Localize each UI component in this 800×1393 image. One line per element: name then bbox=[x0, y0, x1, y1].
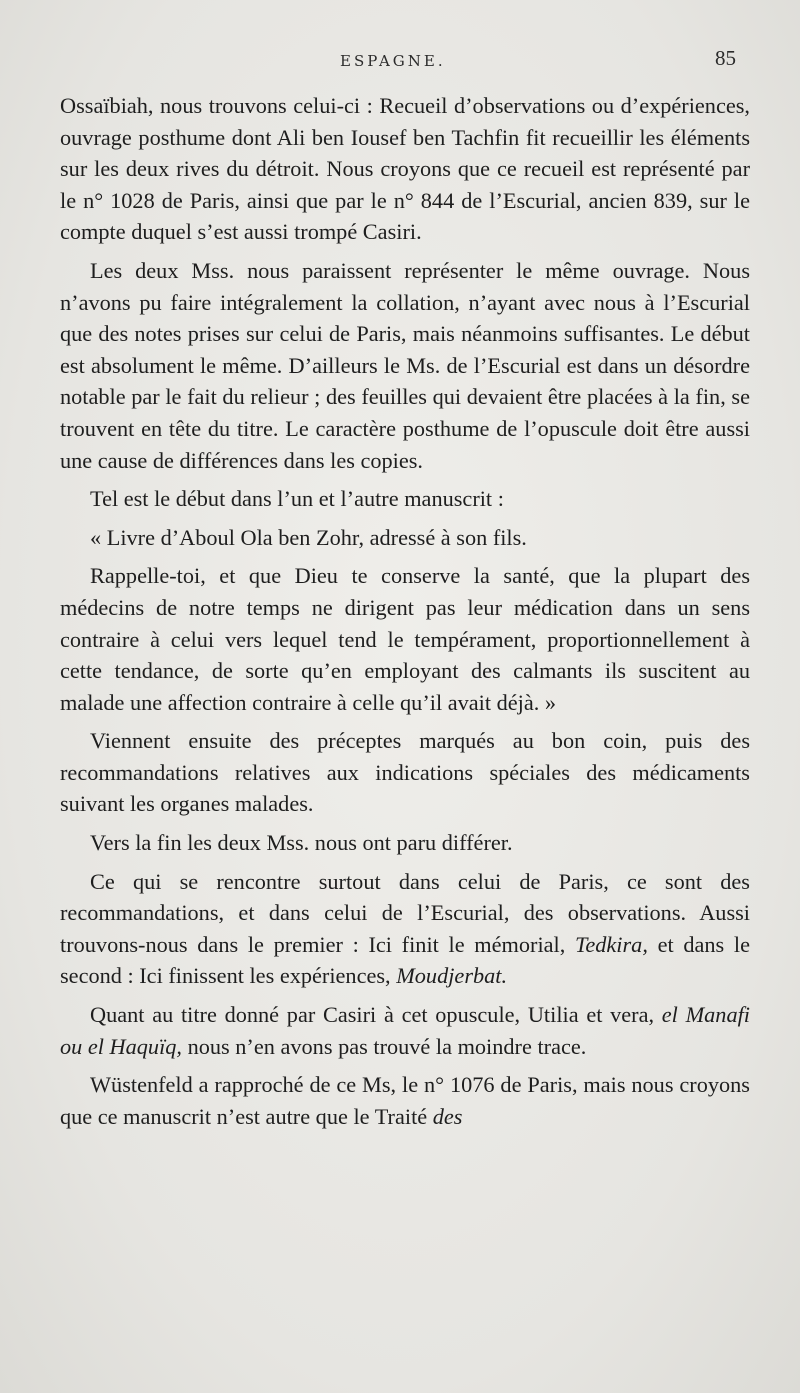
italic-title-tedkira: Tedkira, bbox=[575, 931, 648, 957]
paragraph bbox=[60, 866, 750, 992]
paragraph-text: Wüstenfeld a rapproché de ce Ms, le n° 1076 de Paris, mais nous croyons que ce manuscrit n’est autre que le Traité bbox=[60, 1072, 750, 1129]
body-text bbox=[60, 90, 750, 1139]
paragraph-text: Vers la fin les deux Mss. nous ont paru différer. bbox=[90, 830, 513, 856]
paragraph bbox=[60, 725, 750, 820]
paragraph bbox=[60, 255, 750, 476]
paragraph-text: et dans le second : Ici finissent les expériences, bbox=[60, 931, 750, 989]
paragraph-text: Les deux Mss. nous paraissent représenter le même ouvrage. Nous n’avons pu faire intégralement la collation, n’ayant avec nous à l’Escurial que des notes prises sur celui de Paris, mais néanmoins suffisantes. Le début est absolument le même. D’ailleurs le Ms. de l’Escurial est dans un désordre notable par le fait du relieur ; des feuilles qui devaient être placées à la fin, se trouvent en tête du titre. Le caractère posthume de l’opuscule doit être aussi une cause de différences dans les copies. bbox=[60, 257, 750, 473]
paragraph-text: nous n’en avons pas trouvé la moindre trace. bbox=[182, 1033, 587, 1059]
italic-title-manafi: el Manafi ou el Haquïq, bbox=[60, 1002, 750, 1059]
paragraph bbox=[60, 1069, 750, 1132]
italic-word: des bbox=[432, 1103, 463, 1129]
paragraph bbox=[60, 827, 750, 859]
page-number: 85 bbox=[715, 46, 736, 70]
paragraph bbox=[60, 483, 750, 515]
quote-opening bbox=[60, 522, 750, 554]
paragraph-text: Tel est le début dans l’un et l’autre manuscrit : bbox=[90, 486, 504, 512]
paragraph bbox=[60, 90, 750, 248]
paragraph-text: Viennent ensuite des préceptes marqués au bon coin, puis des recommandations relatives aux indications spéciales des médicaments suivant les organes malades. bbox=[60, 728, 750, 817]
paragraph-text: Quant au titre donné par Casiri à cet opuscule, Utilia et vera, bbox=[90, 1002, 662, 1028]
running-head: ESPAGNE. bbox=[340, 52, 446, 70]
page-header bbox=[60, 46, 740, 80]
paragraph-text: « Livre d’Aboul Ola ben Zohr, adressé à son fils. bbox=[90, 524, 527, 550]
italic-title-moudjerbat: Moudjerbat. bbox=[396, 963, 508, 989]
paragraph-text: Ce qui se rencontre surtout dans celui de Paris, ce sont des recommandations, et dans celui de l’Escurial, des observations. Aussi trouvons-nous dans le premier : Ici finit le mémorial, bbox=[60, 868, 750, 957]
paragraph-text: Rappelle-toi, et que Dieu te conserve la santé, que la plupart des médecins de notre temps ne dirigent pas leur médication dans un sens contraire à celui vers lequel tend le tempérament, proportionnellement à cette tendance, de sorte qu’en employant des calmants ils suscitent au malade une affection contraire à celle qu’il avait déjà. » bbox=[60, 563, 750, 715]
paragraph bbox=[60, 560, 750, 718]
paragraph-text: Ossaïbiah, nous trouvons celui-ci : Recueil d’observations ou d’expériences, ouvrage posthume dont Ali ben Iousef ben Tachfin fit recueillir les éléments sur les deux rives du détroit. Nous croyons que ce recueil est représenté par le n° 1028 de Paris, ainsi que par le n° 844 de l’Escurial, ancien 839, sur le compte duquel s’est aussi trompé Casiri. bbox=[60, 93, 750, 245]
paragraph bbox=[60, 999, 750, 1062]
